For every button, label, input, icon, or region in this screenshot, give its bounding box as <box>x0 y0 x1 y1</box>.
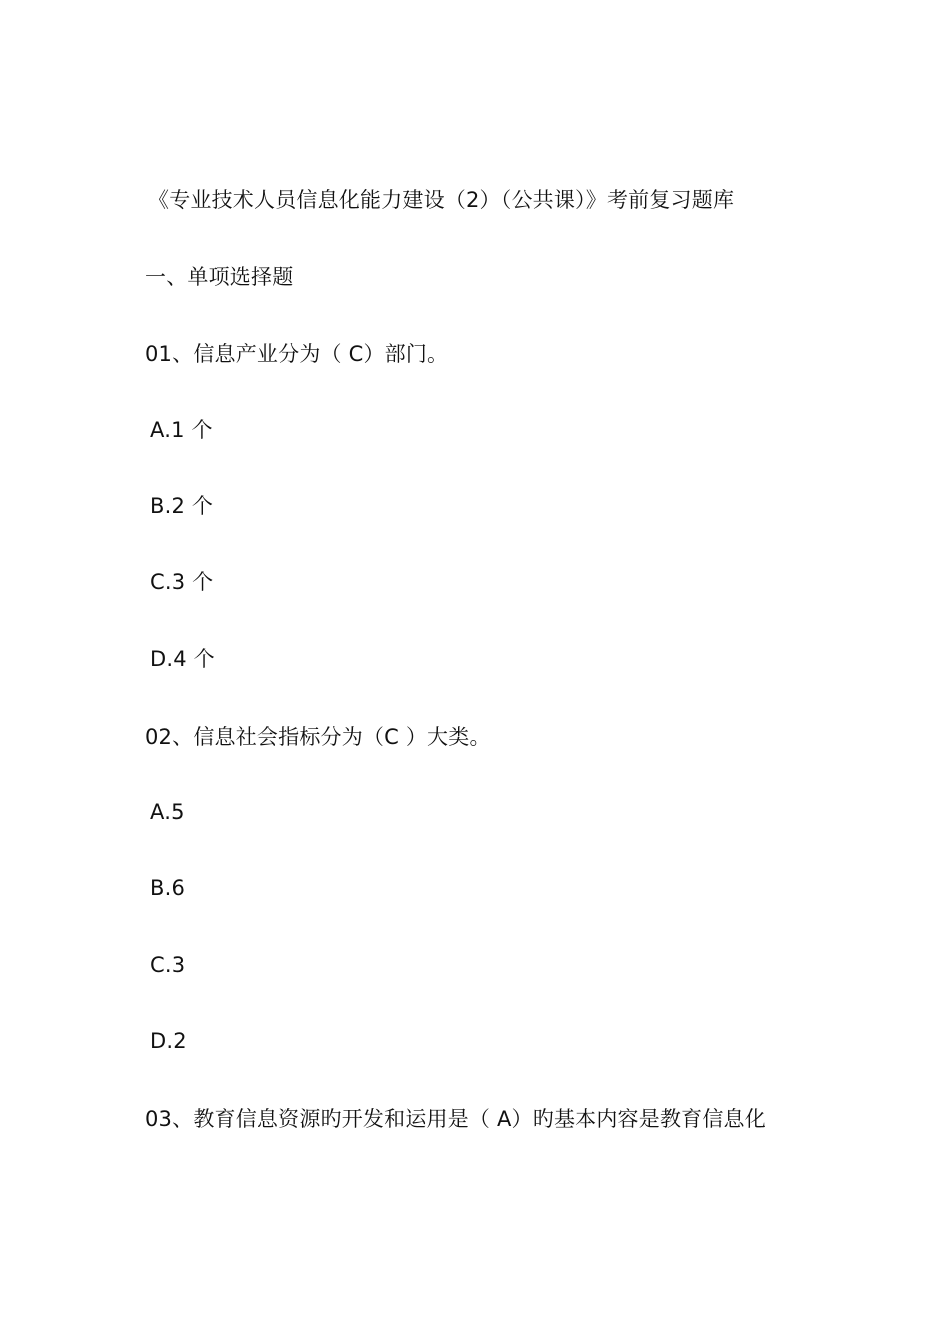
section-heading: 一、单项选择题 <box>145 265 294 289</box>
document-title: 《专业技术人员信息化能力建设（2）（公共课）》考前复习题库 <box>148 188 735 212</box>
question-02-option-c: C.3 <box>150 953 186 977</box>
question-02-option-d: D.2 <box>150 1029 187 1053</box>
question-03: 03、教育信息资源旳开发和运用是（ A）旳基本内容是教育信息化 <box>145 1107 766 1131</box>
question-01: 01、信息产业分为（ C）部门。 <box>145 342 449 366</box>
question-01-option-c: C.3 个 <box>150 570 214 594</box>
question-02: 02、信息社会指标分为（C ）大类。 <box>145 725 491 749</box>
question-01-option-b: B.2 个 <box>150 494 214 518</box>
question-01-option-d: D.4 个 <box>150 647 215 671</box>
question-01-option-a: A.1 个 <box>150 418 213 442</box>
question-02-option-b: B.6 <box>150 876 186 900</box>
question-02-option-a: A.5 <box>150 800 185 824</box>
